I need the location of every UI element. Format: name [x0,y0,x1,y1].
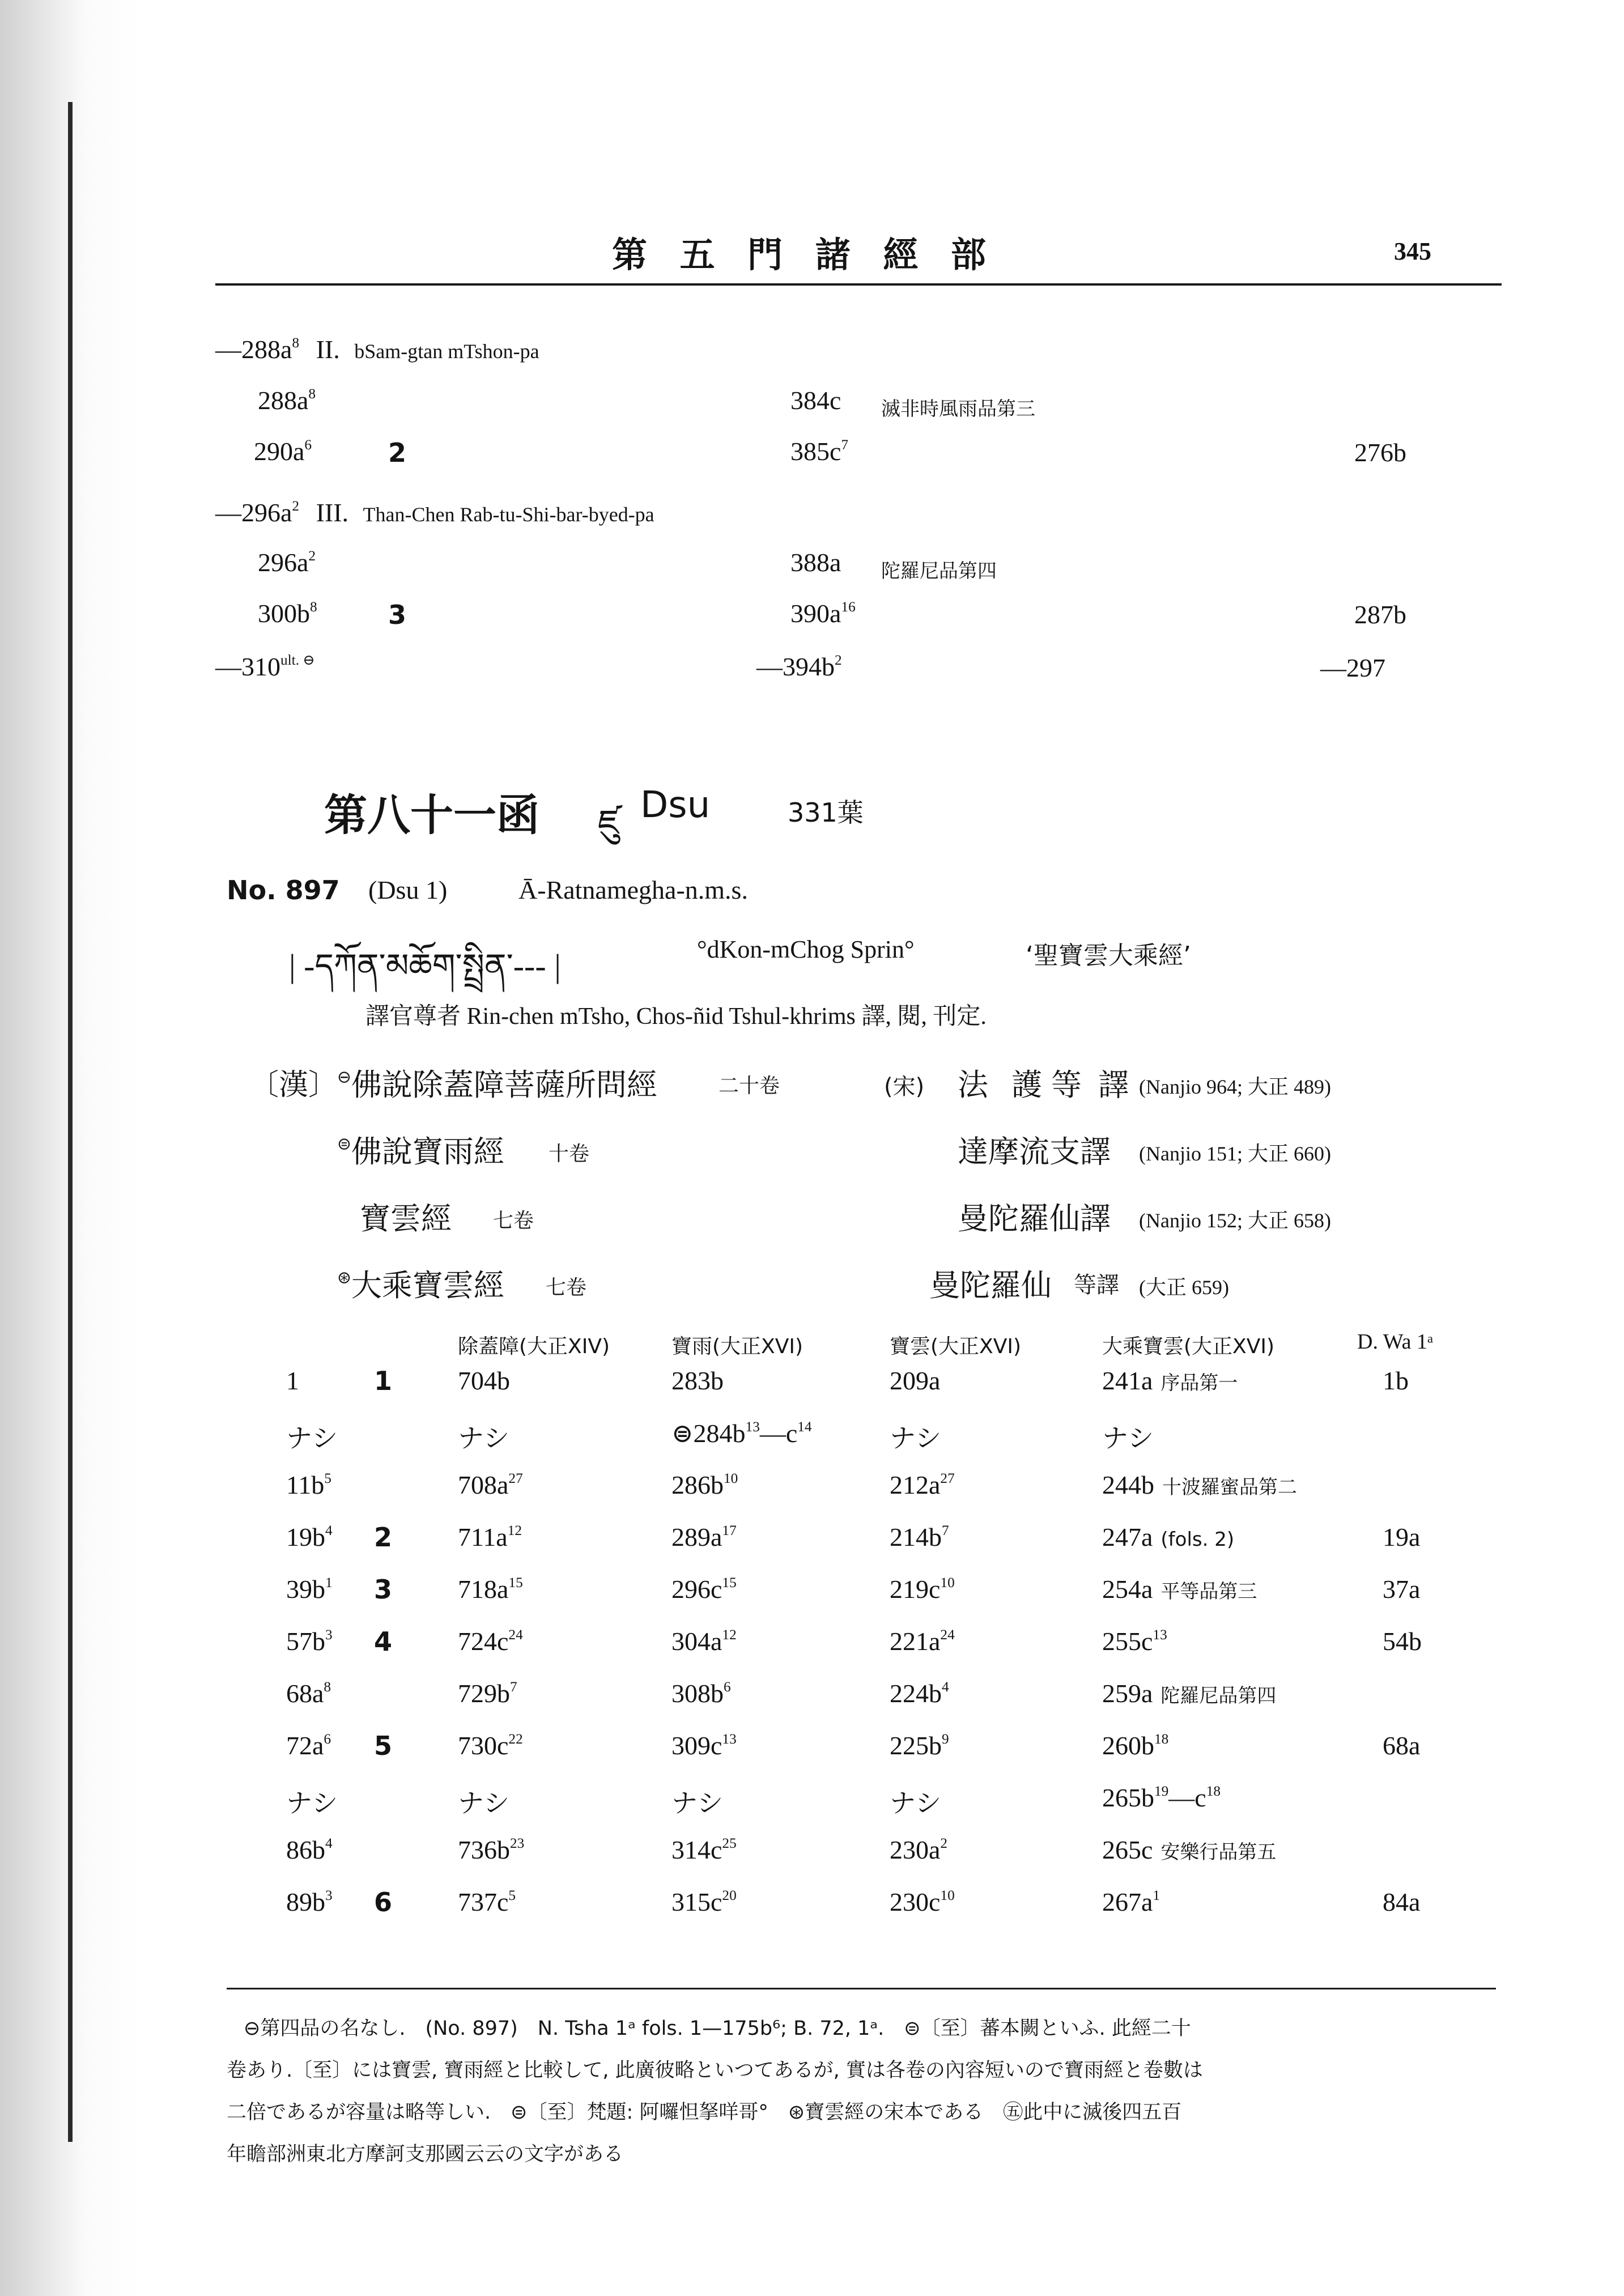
table-cell-r10-c1: $86b^4$ [286,1835,333,1864]
table-cell-r1-c6: 241a 序品第一 [1102,1366,1238,1395]
table-cell-r2-c1: ナシ [286,1424,338,1453]
footnote-line-1: ⊖第四品の名なし. (No. 897) N. Tsha 1ᵃ fols. 1—175b⁶; B. 72, 1ᵃ. ⊜〔至〕蕃本闕といふ. 此經二十 [244,2017,1191,2040]
table-cell-r11-c2: 6 [374,1887,393,1917]
table-cell-r1-c4: 283b [671,1366,724,1395]
table-cell-r11-c6: $267a^1$ [1102,1887,1160,1916]
table-cell-r7-c5: $224b^4$ [890,1679,949,1708]
table-cell-r4-c4: $289a^{17}$ [671,1523,737,1551]
table-cell-r5-c4: $296c^{15}$ [671,1575,737,1604]
prev-row-3-c: $385c^7$ [790,437,849,466]
table-cell-r8-c2: 5 [374,1730,393,1761]
table-cell-r5-c2: 3 [374,1574,393,1605]
version-1-title: ⊖佛說除蓋障菩薩所問經 [337,1067,657,1103]
table-cell-r8-c4: $309c^{13}$ [671,1731,737,1760]
binding-edge [68,102,73,2142]
table-cell-r7-c1: $68a^8$ [286,1679,331,1708]
table-cell-r8-c3: $730c^{22}$ [458,1731,523,1760]
table-cell-r6-c5: $221a^{24}$ [890,1627,955,1656]
version-4-ref: (大正 659) [1139,1276,1229,1299]
table-cell-r9-c4: ナシ [671,1789,724,1818]
entry-japanese-title: ‘聖寶雲大乘經’ [1026,941,1191,970]
table-cell-r1-c1: 1 [286,1366,299,1395]
entry-tibetan-title: | -དཀོན་མཆོག་སྤྲིན་--- | [289,947,561,984]
version-1-vols: 二十卷 [719,1074,780,1098]
volume-title: 第八十一函 [324,790,539,840]
prev-row-6-c: $390a^{16}$ [790,599,856,628]
table-cell-r11-c1: $89b^3$ [286,1887,333,1916]
table-cell-r8-c6: $260b^{18}$ [1102,1731,1169,1760]
version-3-vols: 七卷 [493,1209,534,1232]
entry-tibetan-short: °dKon-mChog Sprin° [697,936,915,963]
table-cell-r11-c3: $737c^5$ [458,1887,516,1916]
table-cell-r6-c3: $724c^{24}$ [458,1627,523,1656]
version-3-ref: (Nanjio 152; 大正 658) [1139,1209,1331,1232]
table-cell-r11-c4: $315c^{20}$ [671,1887,737,1916]
header-rule [215,283,1502,286]
version-2-translator: 達摩流支譯 [958,1134,1111,1170]
table-cell-r11-c5: $230c^{10}$ [890,1887,955,1916]
prev-row-2-c: 384c [790,386,841,415]
version-1-translator: 法 護 [958,1067,1049,1103]
entry-translators: 譯官尊者 Rin-chen mTsho, Chos-ñid Tshul-khrims 譯, 閱, 刊定. [365,1004,987,1030]
prev-row-6-a: $300b^8$ [258,599,317,628]
volume-leaves: 331葉 [788,797,864,828]
prev-row-7-a: $—310^{ult. ⊖}$ [215,652,315,681]
version-2-title: ⊜佛說寶雨經 [337,1134,504,1170]
prev-row-2-a: $288a^8$ [258,386,316,415]
table-cell-r5-c5: $219c^{10}$ [890,1575,955,1604]
version-4-vols: 七卷 [546,1276,587,1299]
table-cell-r9-c6: $265b^{19}—c^{18}$ [1102,1783,1221,1812]
table-cell-r9-c5: ナシ [890,1789,942,1818]
table-cell-r4-c6: 247a (fols. 2) [1102,1523,1235,1551]
prev-row-5-c: 388a [790,548,841,577]
table-header-3: 寶雲(大正XVI) [890,1335,1021,1358]
prev-row-3-d: 276b [1354,438,1406,467]
han-prefix: 〔漢〕 [249,1068,338,1102]
table-cell-r3-c1: $11b^5$ [286,1470,331,1499]
version-1-suffix: 等 譯 [1051,1067,1133,1103]
table-cell-r4-c3: $711a^{12}$ [458,1523,522,1551]
table-header-2: 寶雨(大正XVI) [671,1335,803,1358]
table-cell-r2-c5: ナシ [890,1424,942,1453]
volume-latin: Dsu [640,784,711,826]
table-cell-r6-c2: 4 [374,1626,393,1657]
footnote-line-3: 二倍であるが容量は略等しい. ⊜〔至〕梵題: 阿囉怛拏咩哥° ⊛寶雲經の宋本である ㊄此中に滅後四五百 [227,2101,1182,2124]
table-cell-r5-c3: $718a^{15}$ [458,1575,523,1604]
prev-row-4: $—296a^2$ III. Than-Chen Rab-tu-Shi-bar-byed-pa [215,498,654,527]
table-cell-r11-c7: 84a [1383,1887,1421,1916]
version-1-ref: (Nanjio 964; 大正 489) [1139,1075,1331,1098]
version-1-dynasty: (宋) [884,1074,925,1100]
table-cell-r10-c6: 265c 安樂行品第五 [1102,1835,1277,1864]
footnote-line-2: 卷あり.〔至〕には寶雲, 寶雨經と比較して, 此廣彼略といつてあるが, 實は各卷の內容短いので寶雨經と卷數は [227,2059,1203,2082]
version-4-suffix: 等譯 [1074,1272,1119,1298]
table-header-4: 大乘寶雲(大正XVI) [1102,1335,1274,1358]
table-cell-r8-c5: $225b^9$ [890,1731,949,1760]
version-2-ref: (Nanjio 151; 大正 660) [1139,1142,1331,1165]
prev-row-7-c: $—394b^2$ [756,652,842,681]
table-cell-r1-c3: 704b [458,1366,510,1395]
version-2-vols: 十卷 [549,1142,590,1166]
table-cell-r10-c5: $230a^2$ [890,1835,948,1864]
table-cell-r8-c1: $72a^6$ [286,1731,331,1760]
version-3-translator: 曼陀羅仙譯 [958,1201,1111,1236]
entry-number: No. 897 [227,875,340,905]
entry-sanskrit: Ā-Ratnamegha-n.m.s. [518,875,748,904]
prev-row-7-d: —297 [1320,653,1385,682]
table-cell-r2-c3: ナシ [458,1424,510,1453]
prev-row-5-a: $296a^2$ [258,548,316,577]
table-cell-r3-c4: $286b^{10}$ [671,1470,738,1499]
table-cell-r6-c1: $57b^3$ [286,1627,333,1656]
table-cell-r10-c4: $314c^{25}$ [671,1835,737,1864]
table-cell-r3-c6: 244b 十波羅蜜品第二 [1102,1470,1297,1499]
table-cell-r6-c4: $304a^{12}$ [671,1627,737,1656]
prev-row-6-d: 287b [1354,600,1406,629]
version-4-translator: 曼陀羅仙 [929,1268,1052,1303]
footnote-line-4: 年瞻部洲東北方摩訶支那國云云の文字がある [227,2143,624,2166]
table-cell-r7-c4: $308b^6$ [671,1679,731,1708]
table-cell-r4-c2: 2 [374,1522,393,1553]
volume-tibetan-letter: ཛུ [598,804,619,843]
table-cell-r9-c1: ナシ [286,1789,338,1818]
prev-row-1: $—288a^8$ II. bSam-gtan mTshon-pa [215,335,539,364]
table-cell-r4-c5: $214b^7$ [890,1523,949,1551]
table-cell-r5-c1: $39b^1$ [286,1575,333,1604]
prev-row-6-b: 3 [388,599,407,630]
prev-row-3-b: 2 [388,437,407,468]
table-cell-r5-c6: 254a 平等品第三 [1102,1575,1257,1604]
table-cell-r8-c7: 68a [1383,1731,1421,1760]
running-header-title: 第 五 門 諸 經 部 [612,234,996,275]
table-cell-r4-c7: 19a [1383,1523,1421,1551]
table-cell-r2-c6: ナシ [1102,1424,1154,1453]
table-cell-r3-c3: $708a^{27}$ [458,1470,523,1499]
table-cell-r4-c1: $19b^4$ [286,1523,333,1551]
entry-dsu: (Dsu 1) [368,875,448,904]
table-cell-r2-c4: $⊜284b^{13}—c^{14}$ [671,1419,812,1448]
version-4-title: ⊛大乘寶雲經 [337,1268,504,1303]
table-cell-r1-c7: 1b [1383,1366,1409,1395]
table-cell-r1-c5: 209a [890,1366,941,1395]
table-cell-r3-c5: $212a^{27}$ [890,1470,955,1499]
table-cell-r1-c2: 1 [374,1366,393,1396]
table-cell-r5-c7: 37a [1383,1575,1421,1604]
prev-row-2-note: 滅非時風雨品第三 [881,398,1035,420]
page-number: 345 [1394,237,1431,265]
table-header-5: D. Wa 1ᵃ [1357,1330,1434,1354]
table-cell-r6-c6: $255c^{13}$ [1102,1627,1167,1656]
version-3-title: 寶雲經 [360,1201,452,1236]
table-header-1: 除蓋障(大正XIV) [458,1335,610,1358]
table-cell-r7-c3: $729b^7$ [458,1679,517,1708]
footnote-rule [227,1988,1496,1989]
table-cell-r6-c7: 54b [1383,1627,1422,1656]
prev-row-3-a: $290a^6$ [254,437,312,466]
table-cell-r7-c6: 259a 陀羅尼品第四 [1102,1679,1277,1708]
table-cell-r9-c3: ナシ [458,1789,510,1818]
prev-row-5-note: 陀羅尼品第四 [881,560,997,582]
table-cell-r10-c3: $736b^{23}$ [458,1835,525,1864]
